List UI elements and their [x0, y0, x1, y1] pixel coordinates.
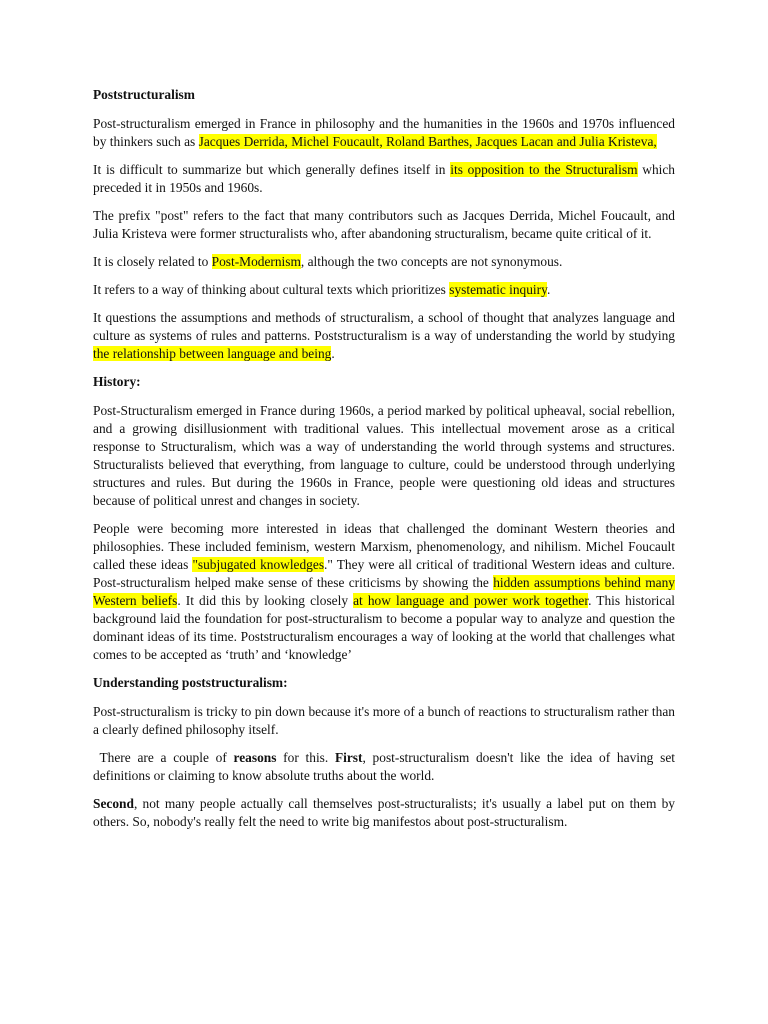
- intro-p2-before: It is difficult to summarize but which generally defines itself in: [93, 162, 451, 177]
- intro-p6-highlight: the relationship between language and being: [93, 346, 332, 361]
- understanding-paragraph-2: [93, 749, 675, 785]
- intro-p5-before: It refers to a way of thinking about cultural texts which prioritizes: [93, 282, 450, 297]
- intro-paragraph-6: [93, 309, 675, 363]
- understanding-heading: Understanding poststructuralism:: [93, 675, 288, 690]
- intro-p2-after: which preceded it in 1950s and 1960s.: [93, 162, 676, 195]
- understanding-p2-bold-reasons: reasons: [233, 750, 277, 765]
- intro-p6-after: .: [331, 346, 335, 361]
- intro-p1-text: Post-structuralism emerged in France in philosophy and the humanities in the 1960s and 1970s influenced by thinkers such as: [93, 116, 675, 149]
- intro-p2-highlight: its opposition to the Structuralism: [450, 162, 638, 177]
- understanding-paragraph-3: [93, 795, 675, 831]
- intro-p6-before: It questions the assumptions and methods of structuralism, a school of thought that analyzes language and culture as systems of rules and patterns. Poststructuralism is a way of understanding the world by studying: [93, 310, 675, 343]
- intro-p4-before: It is closely related to: [93, 254, 212, 269]
- history-heading: History:: [93, 374, 141, 389]
- intro-p1-highlight: Jacques Derrida, Michel Foucault, Roland Barthes, Jacques Lacan and Julia Kristeva,: [198, 134, 657, 149]
- understanding-p2-t2: for this.: [276, 750, 335, 765]
- intro-p5-highlight: systematic inquiry: [449, 282, 547, 297]
- understanding-paragraph-1: Post-structuralism is tricky to pin down because it's more of a bunch of reactions to structuralism rather than a clearly defined philosophy itself.: [93, 704, 675, 737]
- intro-p4-after: , although the two concepts are not synonymous.: [300, 254, 563, 269]
- history-p2-highlight-2: hidden assumptions behind many Western beliefs: [93, 575, 675, 608]
- understanding-p3-t1: , not many people actually call themselves post-structuralists; it's usually a label put on them by others. So, nobody's really felt the need to write big manifestos about post-structuralism.: [93, 796, 675, 829]
- document-title: Poststructuralism: [93, 87, 195, 102]
- understanding-p2-bold-first: First: [334, 750, 363, 765]
- intro-p4-highlight: Post-Modernism: [211, 254, 301, 269]
- history-p2-highlight-3: at how language and power work together: [353, 593, 589, 608]
- history-p2-t2: ." They were all critical of traditional Western ideas and culture. Post-structuralism helped make sense of these criticisms by showing the: [93, 557, 675, 590]
- history-p2-t3: . It did this by looking closely: [177, 593, 354, 608]
- understanding-p2-t3: , post-structuralism doesn't like the idea of having set definitions or claiming to know absolute truths about the world.: [93, 750, 675, 783]
- understanding-p2-t1: There are a couple of: [93, 750, 234, 765]
- history-p2-t4: . This historical background laid the foundation for post-structuralism to become a popular way to analyze and question the dominant ideas of its time. Poststructuralism encourages a way of looking at the world that challenges what comes to be accepted as ‘truth’ and ‘knowledge’: [93, 593, 676, 662]
- history-p2-t1: People were becoming more interested in ideas that challenged the dominant Western theories and philosophies. These included feminism, western Marxism, phenomenology, and nihilism. Michel Foucault called these ideas: [93, 521, 675, 572]
- history-paragraph-1: Post-Structuralism emerged in France during 1960s, a period marked by political upheaval, social rebellion, and a growing disillusionment with traditional values. This intellectual movement arose as a critical response to Structuralism, which was a way of understanding the world through systems and structures. Structuralists believed that everything, from language to culture, could be understood through underlying structures and rules. But during the 1960s in France, people were questioning old ideas and structures because of political unrest and changes in society.: [93, 403, 675, 508]
- intro-paragraph-5: [93, 281, 675, 299]
- intro-paragraph-4: [93, 253, 675, 271]
- history-p2-highlight-1: "subjugated knowledges: [192, 557, 325, 572]
- intro-p5-after: .: [546, 282, 551, 297]
- intro-paragraph-1: [93, 115, 675, 151]
- intro-paragraph-3: The prefix "post" refers to the fact that many contributors such as Jacques Derrida, Michel Foucault, and Julia Kristeva were former structuralists who, after abandoning structuralism, became quite critical of it.: [93, 208, 675, 241]
- history-paragraph-2: [93, 520, 675, 664]
- understanding-p3-bold-second: Second: [93, 796, 134, 811]
- intro-paragraph-2: [93, 161, 675, 197]
- document-page: [93, 86, 675, 841]
